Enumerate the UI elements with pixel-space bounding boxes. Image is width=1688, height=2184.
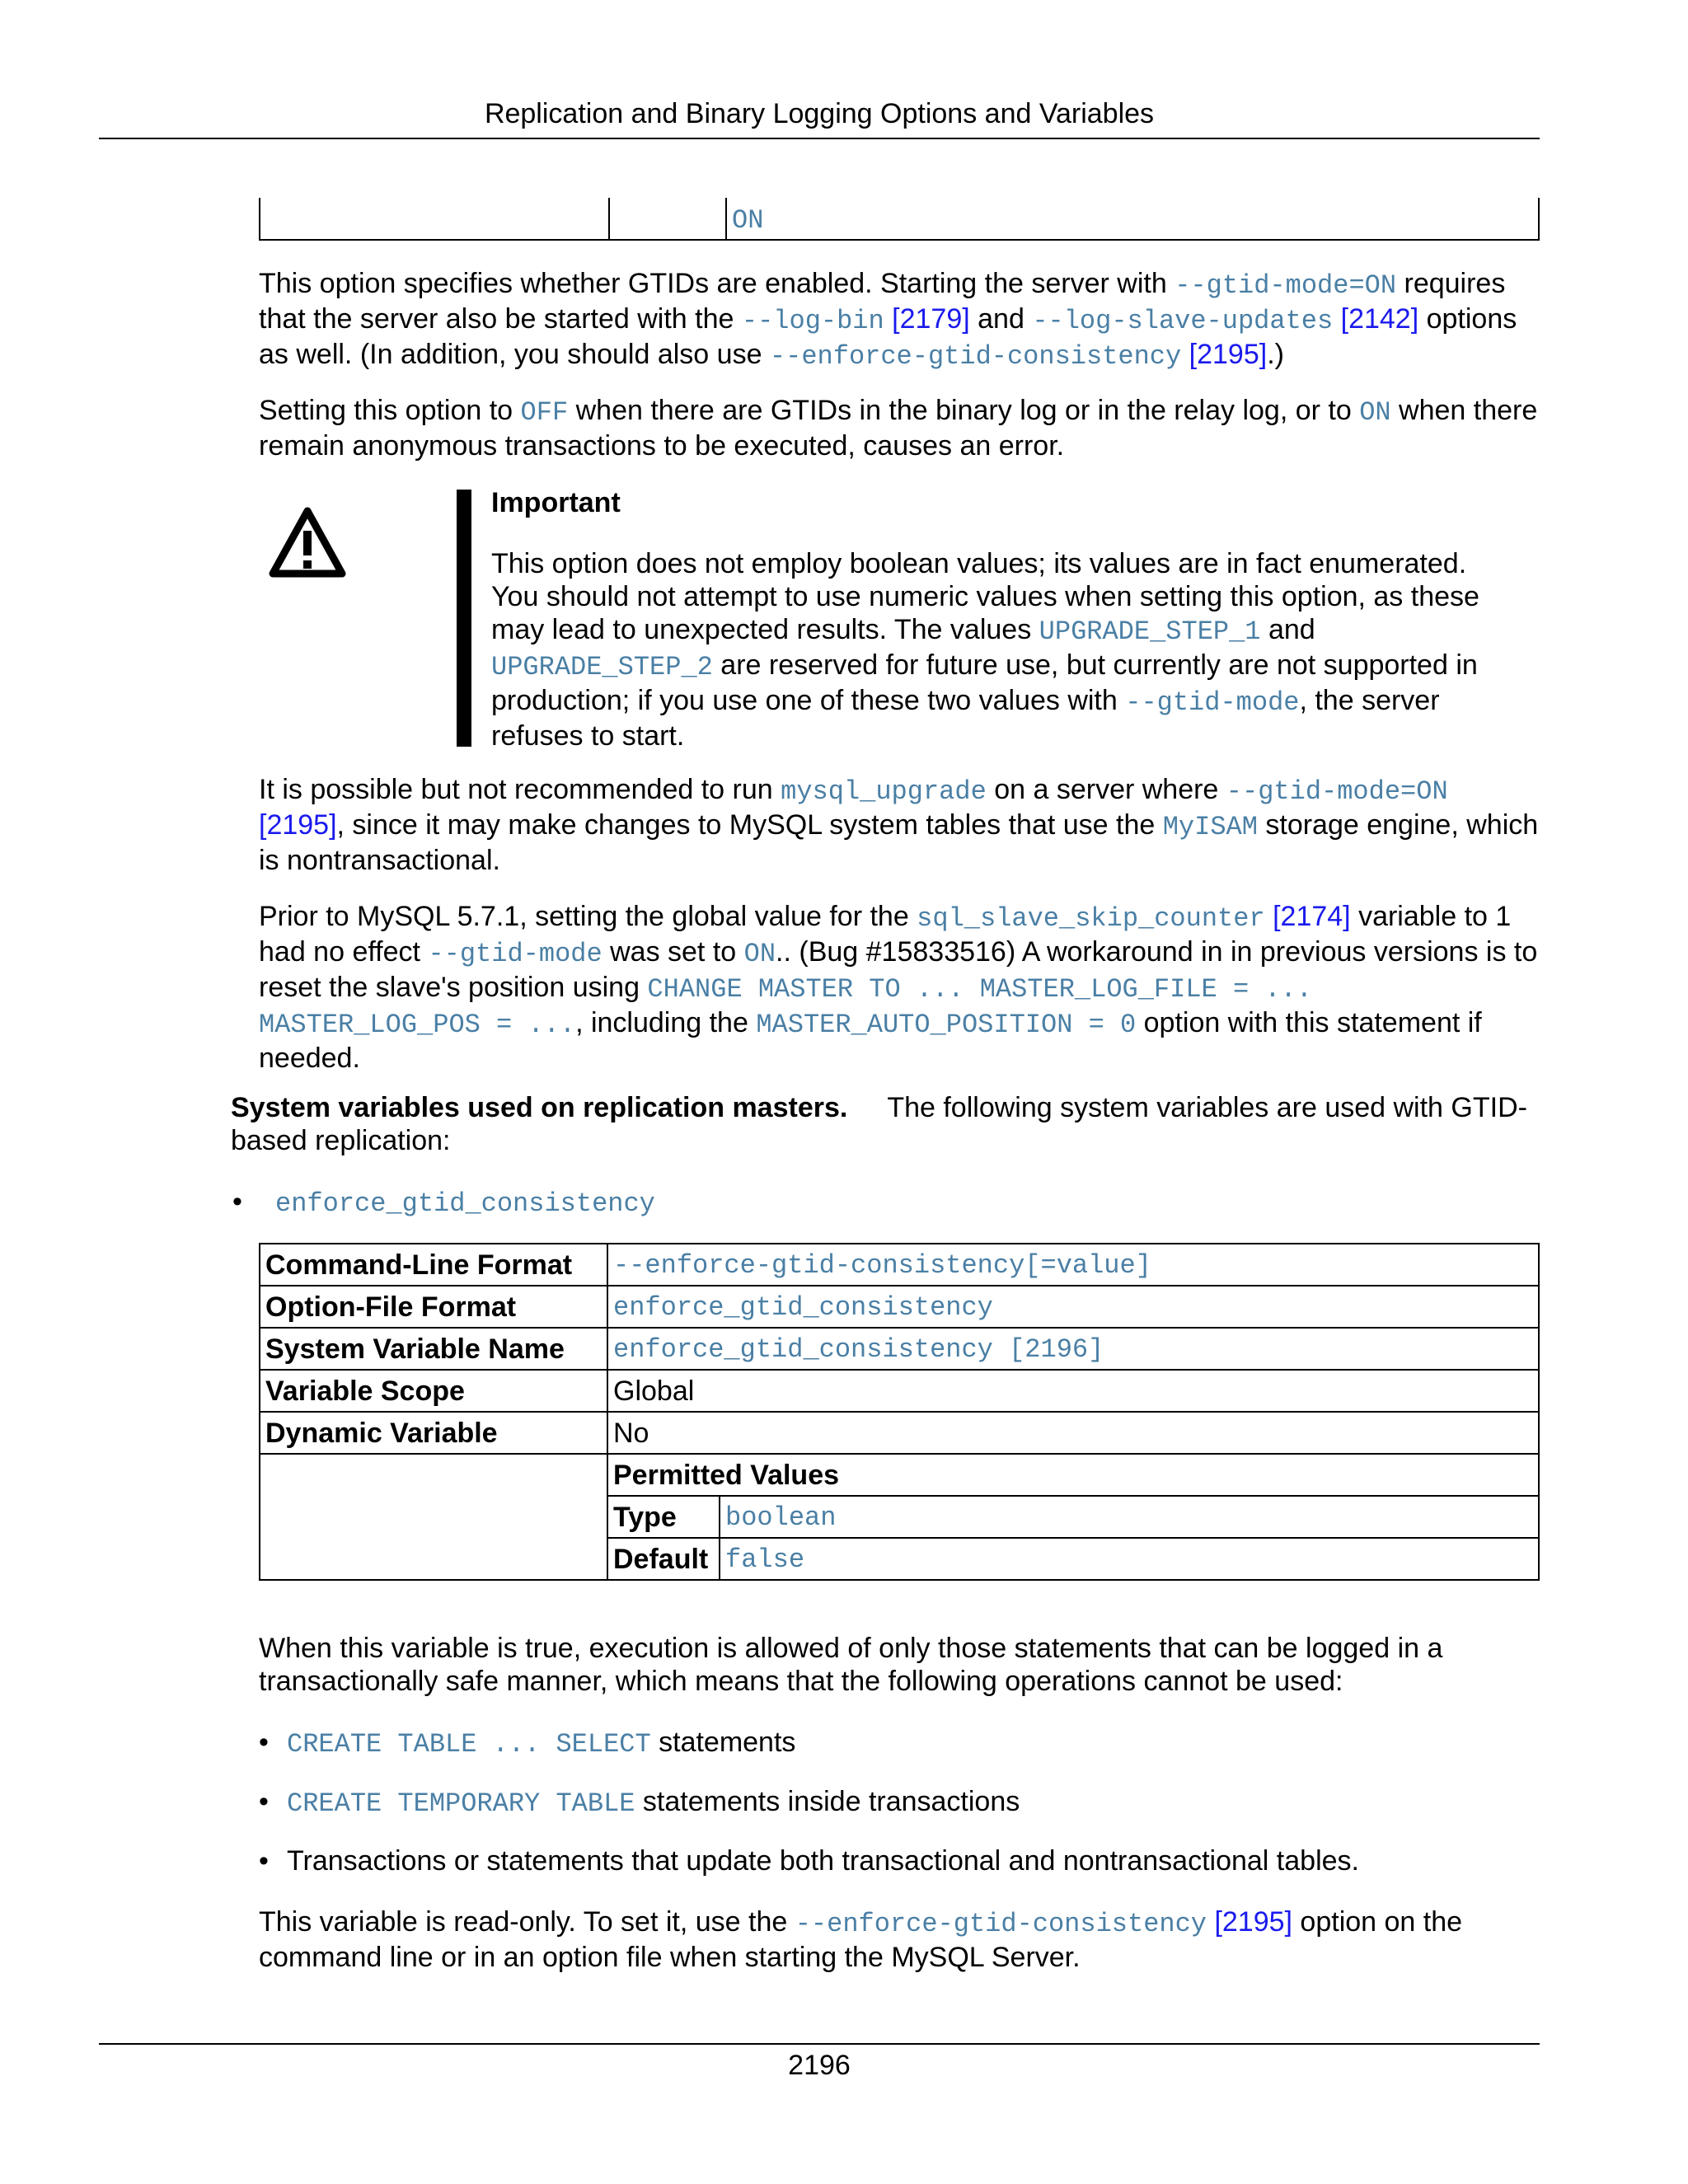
table-row: Option-File Format enforce_gtid_consistency <box>260 1286 1539 1328</box>
permitted-values-label: Permitted Values <box>607 1454 1539 1496</box>
table-row: Dynamic Variable No <box>260 1412 1539 1454</box>
link-sql-slave-skip-counter[interactable]: sql_slave_skip_counter <box>917 903 1265 934</box>
link-enforce-gtid-consistency[interactable]: --enforce-gtid-consistency <box>769 341 1182 372</box>
important-bar <box>457 490 471 747</box>
paragraph-off-error: Setting this option to OFF when there are GTIDs in the binary log or in the relay log, or to ON when there remain anonymous transactions to be executed, causes an error. <box>259 395 1538 462</box>
ref-2179[interactable]: [2179] <box>892 303 970 335</box>
link-log-slave-updates[interactable]: --log-slave-updates <box>1032 306 1334 336</box>
table-row: System Variable Name enforce_gtid_consistency [2196] <box>260 1328 1539 1370</box>
paragraph-gtid-mode: This option specifies whether GTIDs are enabled. Starting the server with --gtid-mode=ON requires that the server also be started with the --log-bin [2179] and --log-slave-updates [2142] options as well. (In addition, you should also use --enforce-gtid-consistency [2195].) <box>259 268 1517 372</box>
table-row: Default false <box>260 1538 1539 1580</box>
page-number: 2196 <box>788 2050 851 2081</box>
paragraph-read-only: This variable is read-only. To set it, use the --enforce-gtid-consistency [2195] option on the command line or in an option file when starting the MySQL Server. <box>259 1906 1463 1973</box>
table-row: Variable Scope Global <box>260 1370 1539 1412</box>
footer-rule <box>99 2043 1540 2045</box>
list-item: • Transactions or statements that update both transactional and nontransactional tables. <box>259 1845 1359 1877</box>
ref-2142[interactable]: [2142] <box>1340 303 1419 335</box>
continued-table-value: ON <box>732 205 764 236</box>
link-log-bin[interactable]: --log-bin <box>741 306 884 336</box>
link-mysql-upgrade[interactable]: mysql_upgrade <box>781 776 987 807</box>
code-gtid-mode-on: --gtid-mode=ON <box>1175 270 1397 301</box>
important-text: This option does not employ boolean values; its values are in fact enumerated. You should not attempt to use numeric values when setting this option, as these may lead to unexpected results. The values UPGRADE_STEP_1 and UPGRADE_STEP_2 are reserved for future use, but currently are not supported in production; if you use one of these two values with --gtid-mode, the server refuses to start. <box>491 548 1479 752</box>
ref-2195[interactable]: [2195] <box>1189 339 1268 370</box>
paragraph-skip-counter: Prior to MySQL 5.7.1, setting the global value for the sql_slave_skip_counter [2174] variable to 1 had no effect --gtid-mode was set to ON.. (Bug #15833516) A workaround in in previous versions is to reset the slave's position using CHANGE MASTER TO ... MASTER_LOG_FILE = ... MASTER_LOG_POS = ..., including the MASTER_AUTO_POSITION = 0 option with this statement if needed. <box>259 901 1538 1074</box>
continued-table-fragment <box>259 198 1540 241</box>
table-row: Command-Line Format --enforce-gtid-consistency[=value] <box>260 1244 1539 1286</box>
warning-icon <box>269 506 346 579</box>
paragraph-mysql-upgrade: It is possible but not recommended to run mysql_upgrade on a server where --gtid-mode=ON [2195], since it may make changes to MySQL system tables that use the MyISAM storage engine, which is nontransactional. <box>259 774 1539 876</box>
list-item: • CREATE TABLE ... SELECT statements <box>259 1727 796 1760</box>
running-header: Replication and Binary Logging Options and Variables <box>484 98 1155 129</box>
variable-bullet: • enforce_gtid_consistency <box>232 1186 655 1219</box>
header-rule <box>99 138 1540 139</box>
variable-properties-table <box>259 1243 1540 1581</box>
paragraph-variable-true: When this variable is true, execution is allowed of only those statements that can be logged in a transactionally safe manner, which means that the following operations cannot be used: <box>259 1633 1443 1697</box>
section-heading: System variables used on replication masters. The following system variables are used with GTID-based replication: <box>231 1092 1527 1156</box>
variable-name-link[interactable]: enforce_gtid_consistency <box>275 1188 655 1219</box>
table-row: Type boolean <box>260 1496 1539 1538</box>
table-row <box>260 1454 1539 1496</box>
list-item: • CREATE TEMPORARY TABLE statements inside transactions <box>259 1786 1020 1819</box>
important-title: Important <box>491 487 621 518</box>
